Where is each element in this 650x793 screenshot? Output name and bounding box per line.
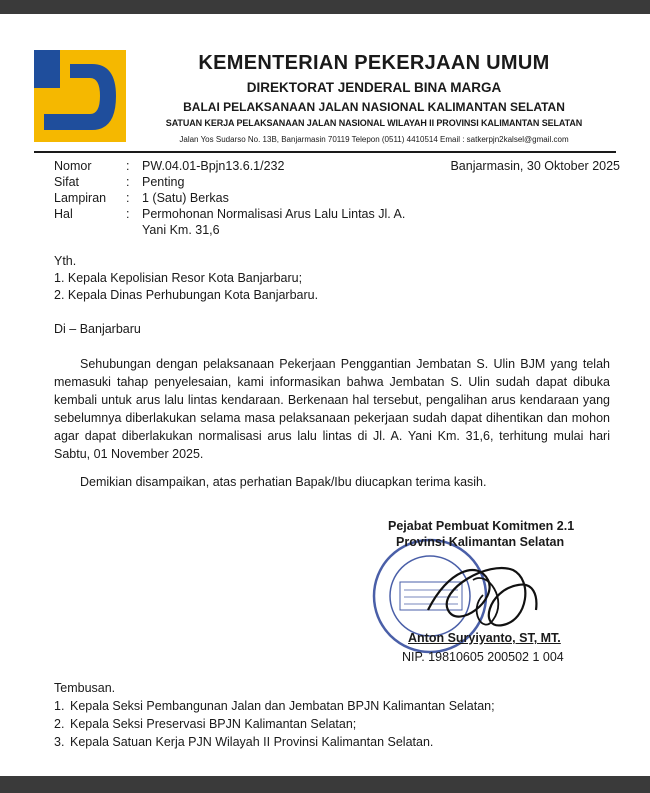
- directorate-name: DIREKTORAT JENDERAL BINA MARGA: [246, 80, 502, 95]
- pu-logo: [34, 50, 126, 142]
- letterhead: [132, 50, 616, 147]
- letter-meta: [54, 158, 432, 238]
- unit-name: SATUAN KERJA PELAKSANAAN JALAN NASIONAL WILAYAH II PROVINSI KALIMANTAN SELATAN: [165, 118, 583, 128]
- meta-row-nomor: [54, 158, 432, 174]
- ministry-name: KEMENTERIAN PEKERJAAN UMUM: [198, 52, 550, 74]
- meta-value: 1 (Satu) Berkas: [142, 191, 229, 205]
- place-date: Banjarmasin, 30 Oktober 2025: [450, 159, 620, 173]
- meta-value: Permohonan Normalisasi Arus Lalu Lintas Jl. A. Yani Km. 31,6: [142, 207, 406, 237]
- cc-item-text: Kepala Seksi Preservasi BPJN Kalimantan Selatan;: [70, 717, 357, 731]
- meta-row-sifat: [54, 174, 432, 190]
- cc-item: [54, 733, 495, 751]
- signer-nip: NIP. 19810605 200502 1 004: [402, 650, 564, 664]
- meta-value: PW.04.01-Bpjn13.6.1/232: [142, 159, 285, 173]
- cc-heading: Tembusan.: [54, 681, 116, 695]
- cc-item: [54, 697, 495, 715]
- greeting: Yth.: [54, 254, 77, 268]
- meta-sep: :: [126, 175, 130, 189]
- cc-item-text: Kepala Satuan Kerja PJN Wilayah II Provinsi Kalimantan Selatan.: [70, 735, 434, 749]
- body-paragraph-1: Sehubungan dengan pelaksanaan Pekerjaan Penggantian Jembatan S. Ulin BJM yang telah memasuki tahap penyelesaian, kami informasikan bahwa Jembatan S. Ulin sudah dapat dibuka kembali untuk arus lalu lintas kendaraan. Berkenaan hal tersebut, pengalihan arus kendaraan yang sebelumnya diberlakukan selama masa pelaksanaan pekerjaan sudah dapat dihentikan dan mohon agar dapat diberlakukan normalisasi arus lalu lintas di Jl. A. Yani Km. 31,6, terhitung mulai hari Sabtu, 01 November 2025.: [54, 357, 610, 461]
- destination-location: Di – Banjarbaru: [54, 322, 141, 336]
- meta-row-hal: [54, 206, 432, 238]
- cc-list: [54, 697, 495, 751]
- office-name: BALAI PELAKSANAAN JALAN NASIONAL KALIMANTAN SELATAN: [183, 100, 565, 114]
- meta-sep: :: [126, 191, 130, 205]
- addressee-item: 2. Kepala Dinas Perhubungan Kota Banjarbaru.: [54, 288, 319, 302]
- meta-label: Lampiran: [54, 191, 107, 205]
- meta-row-lampiran: [54, 190, 432, 206]
- signer-title-1: Pejabat Pembuat Komitmen 2.1: [388, 519, 575, 533]
- meta-label: Nomor: [54, 159, 92, 173]
- body-paragraph-2: Demikian disampaikan, atas perhatian Bapak/Ibu diucapkan terima kasih.: [80, 475, 487, 489]
- meta-value: Penting: [142, 175, 185, 189]
- cc-item-text: Kepala Seksi Pembangunan Jalan dan Jembatan BPJN Kalimantan Selatan;: [70, 699, 495, 713]
- top-frame-bar: [0, 0, 650, 14]
- signature-block: [372, 518, 622, 664]
- cc-item-number: 1.: [54, 699, 65, 713]
- cc-item-number: 2.: [54, 717, 65, 731]
- signer-title-2: Provinsi Kalimantan Selatan: [396, 535, 565, 549]
- meta-sep: :: [126, 207, 130, 221]
- bottom-frame-bar: [0, 776, 650, 793]
- letterhead-rule: [34, 151, 616, 153]
- meta-label: Sifat: [54, 175, 80, 189]
- cc-item-number: 3.: [54, 735, 65, 749]
- carbon-copy: [54, 679, 495, 751]
- cc-item: [54, 715, 495, 733]
- signer-name: Anton Suryiyanto, ST, MT.: [408, 631, 561, 645]
- meta-sep: :: [126, 159, 130, 173]
- addressee-item: 1. Kepala Kepolisian Resor Kota Banjarbaru;: [54, 271, 303, 285]
- meta-label: Hal: [54, 207, 73, 221]
- office-address: Jalan Yos Sudarso No. 13B, Banjarmasin 70119 Telepon (0511) 4410514 Email : satkerpjn2kalsel@gmail.com: [179, 135, 569, 144]
